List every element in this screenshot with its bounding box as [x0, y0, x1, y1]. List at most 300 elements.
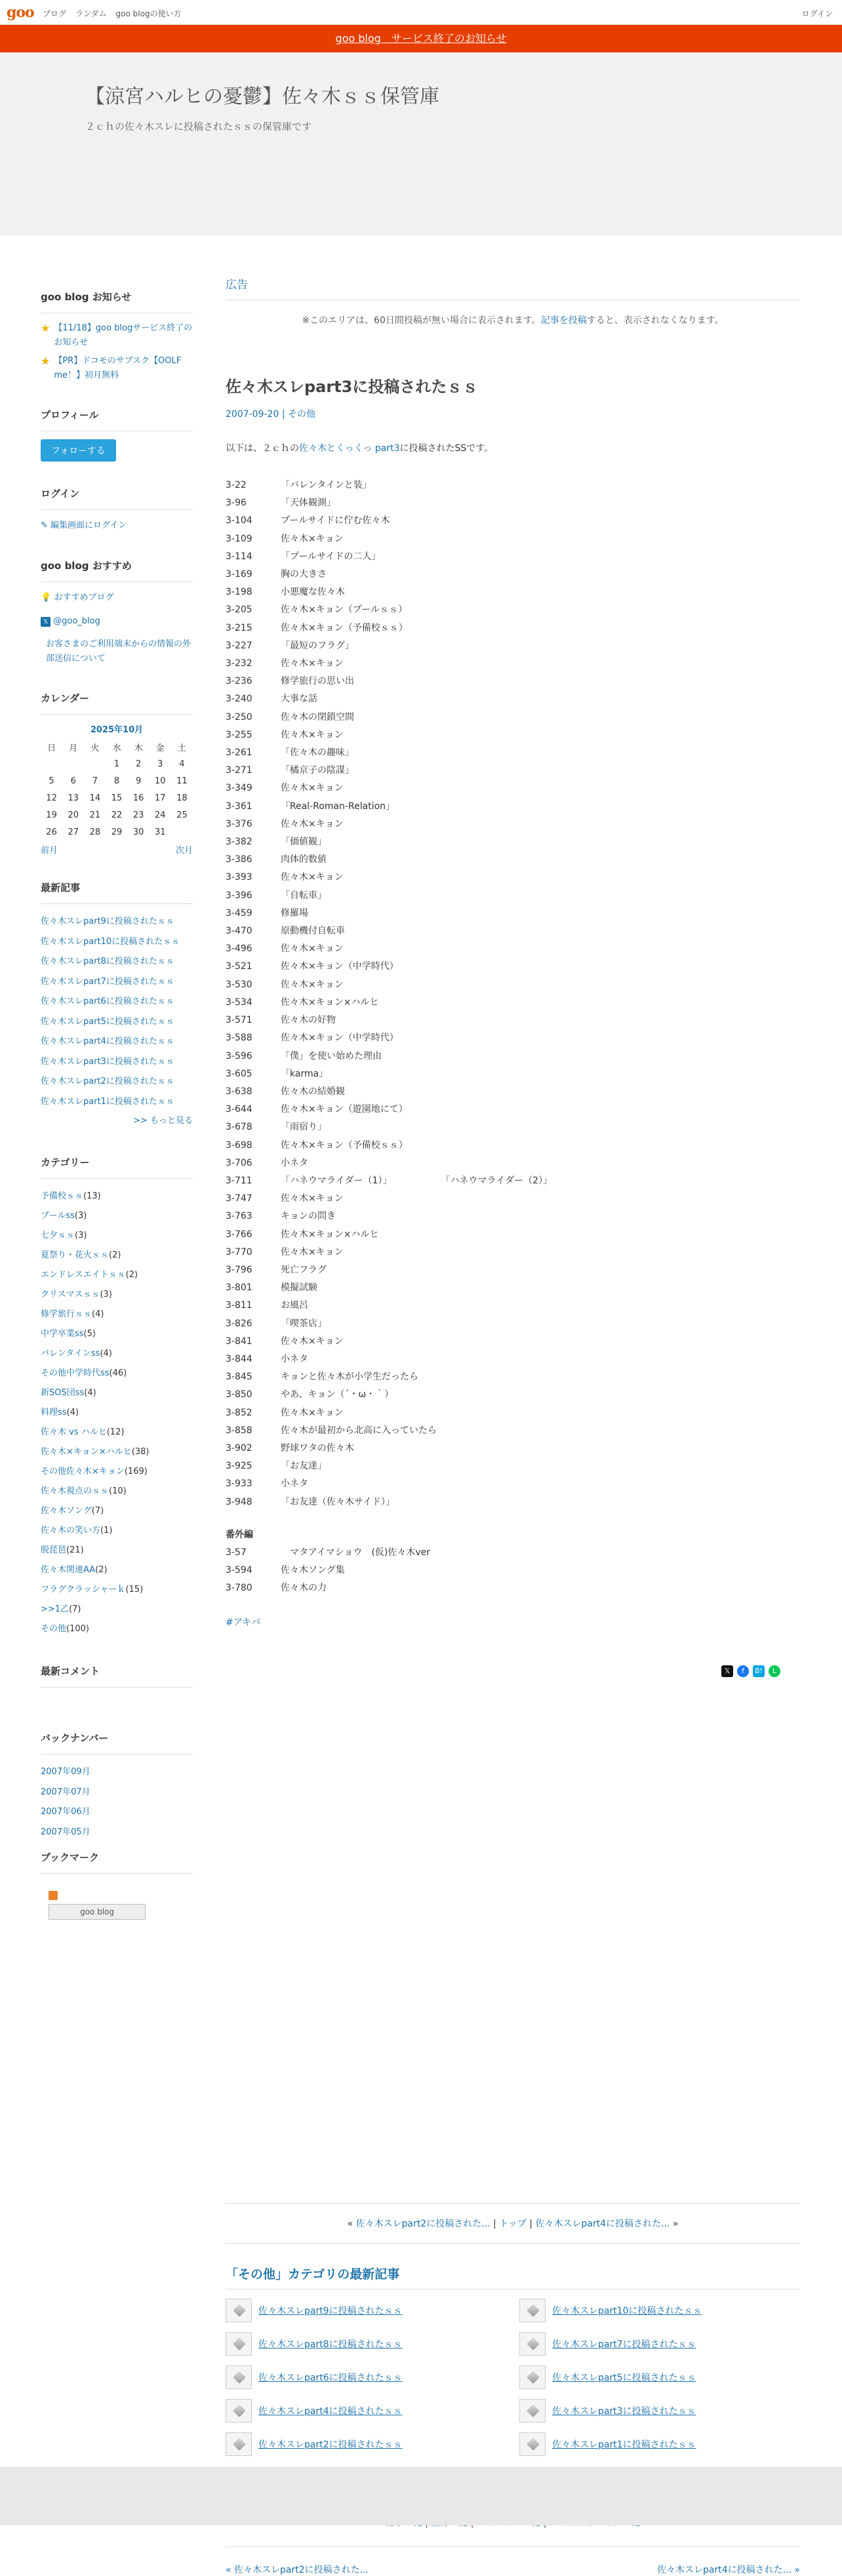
ss-entry	[226, 833, 800, 851]
ss-entry-title: 「価値観」	[281, 837, 327, 848]
category-link[interactable]: 佐々木×キョン×ハルヒ	[41, 1447, 132, 1457]
category-heading: カテゴリー	[41, 1147, 193, 1179]
category-link[interactable]: 脱琵琶	[41, 1545, 67, 1555]
calendar-day: 16	[132, 793, 144, 803]
category-item	[41, 1560, 193, 1580]
recent-article-link[interactable]: 佐々木スレpart1に投稿されたｓｓ	[41, 1096, 174, 1107]
backnumber-link[interactable]: 2007年07月	[41, 1787, 90, 1797]
pager-next-quote: »	[670, 2219, 679, 2229]
sidebar-recommend	[41, 551, 193, 666]
extra-entry-list	[226, 1544, 800, 1598]
ss-entry	[226, 494, 800, 512]
category-item	[41, 1344, 193, 1364]
article-thumbnail-icon[interactable]	[519, 2366, 546, 2389]
category-item	[41, 1580, 193, 1600]
ss-entry-number: 3-747	[226, 1193, 252, 1204]
category-count: (169)	[124, 1467, 148, 1476]
goo-blog-badge[interactable]: goo blog	[49, 1904, 146, 1920]
ss-entry-number: 3-459	[226, 907, 252, 919]
pencil-icon: ✎	[41, 521, 51, 530]
category-link[interactable]: その他中学時代ss	[41, 1368, 110, 1378]
ad-note-text: ※このエリアは、60日間投稿が無い場合に表示されます。	[302, 315, 541, 326]
calendar-day	[62, 755, 84, 772]
ss-entry-number: 3-114	[226, 551, 252, 562]
ad-note	[226, 313, 800, 327]
related-article-link[interactable]: 佐々木スレpart4に投稿されたｓｓ	[258, 2406, 403, 2417]
sidebar	[41, 282, 193, 1937]
category-link[interactable]: >>1乙	[41, 1604, 70, 1614]
category-link[interactable]: プールss	[41, 1211, 75, 1221]
calendar-day: 18	[176, 793, 188, 803]
recent-article-link[interactable]: 佐々木スレpart4に投稿されたｓｓ	[41, 1037, 174, 1046]
edit-login-item[interactable]	[41, 518, 193, 534]
ss-entry-number: 3-386	[226, 854, 252, 865]
thread-link[interactable]: 佐々木とくっくっ part3	[299, 443, 400, 454]
service-end-link[interactable]: goo blog サービス終了のお知らせ	[335, 32, 507, 45]
category-link[interactable]: 新SOS団ss	[41, 1388, 85, 1398]
ss-entry-number: 3-571	[226, 1015, 252, 1026]
ss-entry-title: 野球ワタの佐々木	[281, 1442, 354, 1454]
related-item[interactable]	[519, 2299, 800, 2322]
backnumber-heading: バックナンバー	[41, 1723, 193, 1754]
ss-entry-number: 3-496	[226, 943, 252, 955]
ss-entry-title: 原動機付自転車	[281, 926, 345, 937]
article-thumbnail-icon[interactable]	[226, 2399, 252, 2423]
ss-entry-title: 佐々木の結婚観	[281, 1086, 345, 1097]
related-article-link[interactable]: 佐々木スレpart8に投稿されたｓｓ	[258, 2339, 403, 2350]
category-count: (1)	[100, 1526, 113, 1536]
article-thumbnail-icon[interactable]	[519, 2332, 546, 2356]
ss-entry	[226, 566, 800, 584]
notice-item[interactable]	[41, 354, 193, 383]
ss-entry-number: 3-534	[226, 997, 252, 1008]
calendar-day: 13	[68, 793, 79, 803]
category-list	[41, 1187, 193, 1639]
ss-entry-number: 3-240	[226, 694, 252, 705]
ss-entry-title: 模擬試験	[281, 1282, 317, 1294]
ss-entry-number: 3-698	[226, 1139, 252, 1151]
ss-entry-title: キョンと佐々木が小学生だったら	[281, 1372, 418, 1383]
category-link[interactable]: 修学旅行ｓｓ	[41, 1309, 92, 1319]
ss-entry	[226, 1333, 800, 1351]
ss-entry-number: 3-232	[226, 658, 252, 669]
star-icon: ★	[41, 322, 50, 334]
post-title: 佐々木スレpart3に投稿されたｓｓ	[226, 378, 479, 396]
ss-entry	[226, 1119, 800, 1136]
ss-entry	[226, 1279, 800, 1297]
bottom-prev-link[interactable]: « 佐々木スレpart2に投稿された...	[226, 2565, 369, 2575]
ss-entry-title: お風呂	[281, 1300, 308, 1311]
article-thumbnail-icon[interactable]	[226, 2432, 252, 2456]
related-item[interactable]	[226, 2432, 506, 2456]
ss-entry	[226, 1351, 800, 1368]
pager-prev-quote: «	[347, 2219, 356, 2229]
ss-entry-number: 3-948	[226, 1496, 252, 1507]
category-item	[41, 1501, 193, 1521]
calendar-day: 22	[111, 810, 123, 820]
related-article-link[interactable]: 佐々木スレpart10に投稿されたｓｓ	[552, 2306, 702, 2316]
backnumber-link[interactable]: 2007年09月	[41, 1767, 90, 1777]
related-item[interactable]	[226, 2332, 506, 2356]
rss-icon[interactable]	[49, 1891, 58, 1900]
ss-entry-title: 大事な話	[281, 694, 317, 705]
notice-link[interactable]: 【PR】ドコモのサブスク【OOLF me！】初月無料	[54, 356, 182, 380]
calendar-day: 20	[68, 810, 79, 820]
ss-entry	[226, 726, 800, 744]
related-article-link[interactable]: 佐々木スレpart6に投稿されたｓｓ	[258, 2373, 403, 2383]
post-date[interactable]: 2007-09-20	[226, 409, 279, 420]
follow-button[interactable]: フォローする	[41, 439, 116, 462]
category-link[interactable]: フラグクラッシャーｋ	[41, 1585, 126, 1595]
ss-entry	[226, 1226, 800, 1244]
ss-entry	[226, 1244, 800, 1261]
calendar-day: 4	[179, 759, 185, 769]
extra-entry-number: 3-594	[226, 1564, 252, 1575]
category-link[interactable]: 佐々木視点のｓｓ	[41, 1486, 110, 1496]
intro-text: に投稿されたSSです。	[399, 443, 494, 454]
article-thumbnail-icon[interactable]	[226, 2299, 252, 2322]
category-count: (2)	[125, 1270, 138, 1280]
related-item[interactable]	[226, 2366, 506, 2389]
ss-entry-number: 3-215	[226, 622, 252, 633]
related-item[interactable]	[519, 2332, 800, 2356]
ss-entry-title: 佐々木×キョン（中学時代）	[281, 961, 399, 972]
login-heading: ログイン	[41, 479, 193, 510]
ss-entry	[226, 816, 800, 833]
category-item	[41, 1423, 193, 1442]
top-bar	[0, 0, 842, 25]
ad-heading: 広告	[226, 269, 800, 300]
goo-blog-x-link[interactable]: @goo_blog	[53, 616, 100, 626]
blog-header	[0, 52, 842, 236]
ss-entry	[226, 851, 800, 869]
category-link[interactable]: クリスマスｓｓ	[41, 1290, 100, 1299]
calendar-heading: カレンダー	[41, 683, 193, 715]
ss-entry	[226, 994, 800, 1012]
related-article-link[interactable]: 佐々木スレpart2に投稿されたｓｓ	[258, 2440, 403, 2450]
category-link[interactable]: 夏祭り・花火ｓｓ	[41, 1250, 110, 1260]
service-end-banner	[0, 25, 842, 52]
ss-entry-number: 3-706	[226, 1157, 252, 1168]
article-thumbnail-icon[interactable]	[226, 2332, 252, 2356]
ss-entry	[226, 1422, 800, 1440]
calendar-day: 17	[155, 793, 166, 803]
backnumber-list[interactable]	[41, 1762, 193, 1837]
recent-article-link[interactable]: 佐々木スレpart7に投稿されたｓｓ	[41, 976, 174, 987]
weekday-label: 火	[90, 743, 100, 753]
ss-entry-number: 3-796	[226, 1264, 252, 1275]
bulb-icon: 💡	[41, 593, 54, 603]
pager-next-link[interactable]: 佐々木スレpart4に投稿された...	[535, 2219, 670, 2229]
category-link[interactable]: 七夕ｓｓ	[41, 1231, 75, 1240]
ss-entry	[226, 940, 800, 958]
intro-text: 以下は、２ｃｈの	[226, 443, 299, 454]
article-thumbnail-icon[interactable]	[519, 2299, 546, 2322]
ss-entry-title: 佐々木の好物	[281, 1015, 336, 1026]
ss-entry	[226, 1172, 800, 1190]
ss-entry-title: 小ネタ	[281, 1157, 308, 1168]
recommend-blog-link[interactable]: おすすめブログ	[54, 593, 114, 603]
pager-prev-link[interactable]: 佐々木スレpart2に投稿された...	[355, 2219, 491, 2229]
ss-entry	[226, 1297, 800, 1315]
ss-entry-title: 小ネタ	[281, 1478, 308, 1490]
ss-entry	[226, 477, 800, 494]
ss-entry-title: 佐々木×キョン（遊園地にて）	[281, 1104, 408, 1115]
recent-article-link[interactable]: 佐々木スレpart5に投稿されたｓｓ	[41, 1016, 174, 1027]
category-link[interactable]: バレンタインss	[41, 1349, 100, 1358]
ss-entry-title: 「橘京子の陰謀」	[281, 765, 354, 776]
ss-entry-title: 佐々木×キョン	[281, 783, 344, 794]
ss-entry	[226, 1475, 800, 1493]
category-link[interactable]: 佐々木の笑い方	[41, 1526, 101, 1536]
category-link[interactable]: エンドレスエイトｓｓ	[41, 1270, 126, 1280]
related-item[interactable]	[226, 2299, 506, 2322]
ss-entry	[226, 762, 800, 780]
recommend-item[interactable]	[41, 590, 193, 606]
ss-entry-title: 「喫茶店」	[281, 1318, 327, 1329]
backnumber-link[interactable]: 2007年05月	[41, 1827, 90, 1837]
category-count: (4)	[92, 1309, 104, 1319]
ss-entry-title: 佐々木の閉鎖空間	[281, 711, 354, 723]
post-article-link[interactable]: 記事を投稿	[540, 315, 587, 326]
extra-entry-title: 佐々木ソング集	[281, 1564, 345, 1575]
related-item[interactable]	[226, 2399, 506, 2423]
related-article-link[interactable]: 佐々木スレpart9に投稿されたｓｓ	[258, 2306, 403, 2316]
line-share-icon[interactable]: L	[769, 1665, 780, 1677]
category-link[interactable]: 中学卒業ss	[41, 1329, 84, 1339]
notice-item[interactable]	[41, 321, 193, 350]
ss-entry-title: 佐々木×キョン（予備校ｓｓ）	[281, 1139, 408, 1151]
calendar-day: 8	[113, 776, 120, 786]
sidebar-recent	[41, 873, 193, 1130]
category-item	[41, 1383, 193, 1403]
hashtag-link[interactable]: #アキバ	[226, 1617, 261, 1629]
calendar-day: 26	[46, 827, 57, 837]
ss-entry-title: 佐々木×キョン	[281, 1336, 344, 1347]
weekday-label: 水	[112, 743, 121, 753]
category-item	[41, 1364, 193, 1383]
category-link[interactable]: 佐々木 vs ハルヒ	[41, 1427, 107, 1437]
ss-entry	[226, 709, 800, 726]
nav-blog-link[interactable]: ブログ	[43, 9, 67, 18]
calendar-day: 29	[111, 827, 123, 837]
ss-entry	[226, 690, 800, 708]
category-item	[41, 1305, 193, 1324]
ss-entry-number: 3-811	[226, 1300, 252, 1311]
calendar-day	[171, 823, 193, 841]
category-link[interactable]: その他佐々木×キョン	[41, 1467, 125, 1476]
category-link[interactable]: 佐々木ソング	[41, 1506, 92, 1516]
category-link[interactable]: 予備校ｓｓ	[41, 1191, 84, 1201]
recent-article-link[interactable]: 佐々木スレpart3に投稿されたｓｓ	[41, 1056, 174, 1067]
x-share-icon[interactable]: 𝕏	[721, 1665, 733, 1677]
external-info-link[interactable]: お客さまのご利用端末からの情報の外部送信について	[46, 639, 191, 664]
calendar-day: 21	[89, 810, 101, 820]
category-count: (2)	[95, 1565, 108, 1575]
ss-entry	[226, 1155, 800, 1172]
related-article-link[interactable]: 佐々木スレpart1に投稿されたｓｓ	[552, 2440, 696, 2450]
related-heading: 「その他」カテゴリの最新記事	[226, 2265, 800, 2289]
post-meta-separator: |	[279, 409, 288, 420]
weekday-label: 木	[134, 743, 143, 753]
ss-entry-number: 3-96	[226, 498, 247, 509]
ss-entry-title: プールサイドに佇む佐々木	[281, 515, 390, 526]
calendar-day	[41, 755, 62, 772]
ss-entry	[226, 1368, 800, 1386]
backnumber-link[interactable]: 2007年06月	[41, 1807, 90, 1817]
article-thumbnail-icon[interactable]	[519, 2432, 546, 2456]
calendar-day: 2	[135, 759, 142, 769]
ss-entry-title: 佐々木が最初から北高に入っていたら	[281, 1425, 437, 1436]
category-link[interactable]: その他	[41, 1624, 67, 1634]
calendar-day: 3	[157, 759, 163, 769]
related-article-link[interactable]: 佐々木スレpart3に投稿されたｓｓ	[552, 2406, 696, 2417]
related-item[interactable]	[519, 2432, 800, 2456]
sidebar-profile	[41, 400, 193, 462]
ss-entry	[226, 1048, 800, 1065]
ss-entry-number: 3-521	[226, 961, 252, 972]
recommend-item[interactable]	[41, 614, 193, 629]
recent-article-link[interactable]: 佐々木スレpart2に投稿されたｓｓ	[41, 1077, 174, 1086]
category-item	[41, 1324, 193, 1344]
ss-entry-number: 3-644	[226, 1104, 252, 1115]
recent-article-link[interactable]: 佐々木スレpart8に投稿されたｓｓ	[41, 957, 174, 966]
login-link[interactable]: ログイン	[801, 9, 833, 18]
ss-entry	[226, 1065, 800, 1083]
ss-entry	[226, 655, 800, 673]
category-item	[41, 1403, 193, 1423]
facebook-share-icon[interactable]: f	[737, 1665, 749, 1677]
related-item[interactable]	[519, 2399, 800, 2423]
calendar-table	[41, 738, 193, 841]
ss-entry-number: 3-169	[226, 569, 252, 580]
related-item[interactable]	[519, 2366, 800, 2389]
category-item	[41, 1442, 193, 1462]
category-count: (46)	[109, 1368, 127, 1378]
calendar-next-link[interactable]: 次月	[175, 846, 193, 856]
calendar-day: 10	[155, 776, 166, 786]
more-link[interactable]: >> もっと見る	[133, 1116, 193, 1126]
ss-entry-number: 3-844	[226, 1353, 252, 1364]
post-category-link[interactable]: その他	[288, 409, 315, 420]
recent-article-link[interactable]: 佐々木スレpart10に投稿されたｓｓ	[41, 936, 180, 947]
edit-login-link[interactable]: 編集画面にログイン	[50, 521, 127, 530]
category-item	[41, 1462, 193, 1482]
ss-entry-number: 3-104	[226, 515, 252, 526]
ss-entry-title: 佐々木×キョン	[281, 533, 344, 544]
ss-entry-title: 死亡フラグ	[281, 1264, 327, 1275]
sidebar-login	[41, 479, 193, 534]
calendar-day: 30	[132, 827, 144, 837]
ss-entry-title: 「自転車」	[281, 890, 327, 901]
category-count: (12)	[106, 1427, 125, 1437]
recent-article-link[interactable]: 佐々木スレpart9に投稿されたｓｓ	[41, 917, 174, 926]
goo-logo[interactable]: goo	[7, 4, 34, 21]
ss-entry-title: 修羅場	[281, 907, 308, 919]
post-meta	[226, 407, 800, 420]
pager-separator: |	[490, 2219, 500, 2229]
calendar-week	[41, 823, 193, 841]
ss-entry-number: 3-255	[226, 729, 252, 740]
ss-entry-number: 3-841	[226, 1336, 252, 1347]
recent-heading: 最新記事	[41, 873, 193, 904]
comments-heading: 最新コメント	[41, 1656, 193, 1688]
calendar-prev-link[interactable]: 前月	[41, 846, 58, 856]
calendar-day: 24	[155, 810, 166, 820]
ss-entry-title: 佐々木×キョン	[281, 872, 344, 883]
weekday-label: 日	[47, 743, 56, 753]
recent-article-link[interactable]: 佐々木スレpart6に投稿されたｓｓ	[41, 997, 174, 1006]
ss-entry-title: 佐々木×キョン	[281, 1407, 344, 1418]
ss-entry-number: 3-858	[226, 1425, 252, 1436]
ss-entry-number: 3-393	[226, 872, 252, 883]
weekday-label: 金	[155, 743, 165, 753]
nav-howto-link[interactable]: goo blogの使い方	[115, 9, 182, 18]
category-count: (13)	[83, 1191, 101, 1201]
post-intro	[226, 441, 800, 454]
nav-random-link[interactable]: ランダム	[75, 9, 107, 18]
ss-entry-title: 「お友達」	[281, 1461, 327, 1472]
calendar-day: 15	[111, 793, 123, 803]
ss-entry-number: 3-711	[226, 1175, 252, 1186]
ss-entry	[226, 584, 800, 601]
category-count: (4)	[84, 1388, 96, 1398]
weekday-label: 土	[177, 743, 186, 753]
share-buttons	[721, 1665, 780, 1677]
calendar-day: 19	[46, 810, 57, 820]
category-item	[41, 1246, 193, 1265]
category-item	[41, 1482, 193, 1501]
blog-title[interactable]: 【涼宮ハルヒの憂鬱】佐々木ｓｓ保管庫	[85, 85, 439, 108]
ss-entry-number: 3-850	[226, 1389, 252, 1400]
ss-entry-title: 「プールサイドの二人」	[281, 551, 381, 562]
calendar-week	[41, 789, 193, 806]
related-article-link[interactable]: 佐々木スレpart7に投稿されたｓｓ	[552, 2339, 696, 2350]
ss-entry-title: 修学旅行の思い出	[281, 676, 354, 687]
notice-link[interactable]: 【11/18】goo blogサービス終了のお知らせ	[54, 323, 193, 347]
calendar-day: 14	[89, 793, 101, 803]
article-thumbnail-icon[interactable]	[519, 2399, 546, 2423]
category-link[interactable]: 佐々木関連AA	[41, 1565, 96, 1575]
bottom-next-link[interactable]: 佐々木スレpart4に投稿された... »	[657, 2565, 800, 2575]
ss-entry	[226, 530, 800, 548]
top-nav	[43, 8, 191, 19]
category-count: (21)	[66, 1545, 84, 1555]
ss-entry	[226, 1029, 800, 1047]
category-link[interactable]: 料理ss	[41, 1408, 67, 1417]
sidebar-backnumber	[41, 1723, 193, 1837]
category-item	[41, 1206, 193, 1226]
category-count: (3)	[100, 1290, 112, 1299]
ss-entry	[226, 601, 800, 619]
extra-entry	[226, 1579, 800, 1597]
ss-entry	[226, 512, 800, 530]
ss-entry-title: 「Real-Roman-Relation」	[281, 801, 395, 812]
calendar-week	[41, 755, 193, 772]
sidebar-comments	[41, 1656, 193, 1706]
article-thumbnail-icon[interactable]	[226, 2366, 252, 2389]
pager-top-link[interactable]: トップ	[499, 2219, 527, 2229]
ss-entry-title: 佐々木×キョン（プールｓｓ）	[281, 604, 408, 616]
article-pager	[226, 2203, 800, 2244]
star-icon: ★	[41, 355, 50, 367]
ss-entry-title: 「天体観測」	[281, 498, 336, 509]
category-count: (4)	[100, 1349, 112, 1358]
hatena-share-icon[interactable]: B!	[753, 1665, 765, 1677]
related-article-link[interactable]: 佐々木スレpart5に投稿されたｓｓ	[552, 2373, 696, 2383]
ss-entry	[226, 637, 800, 655]
ss-entry-number: 3-227	[226, 640, 252, 651]
